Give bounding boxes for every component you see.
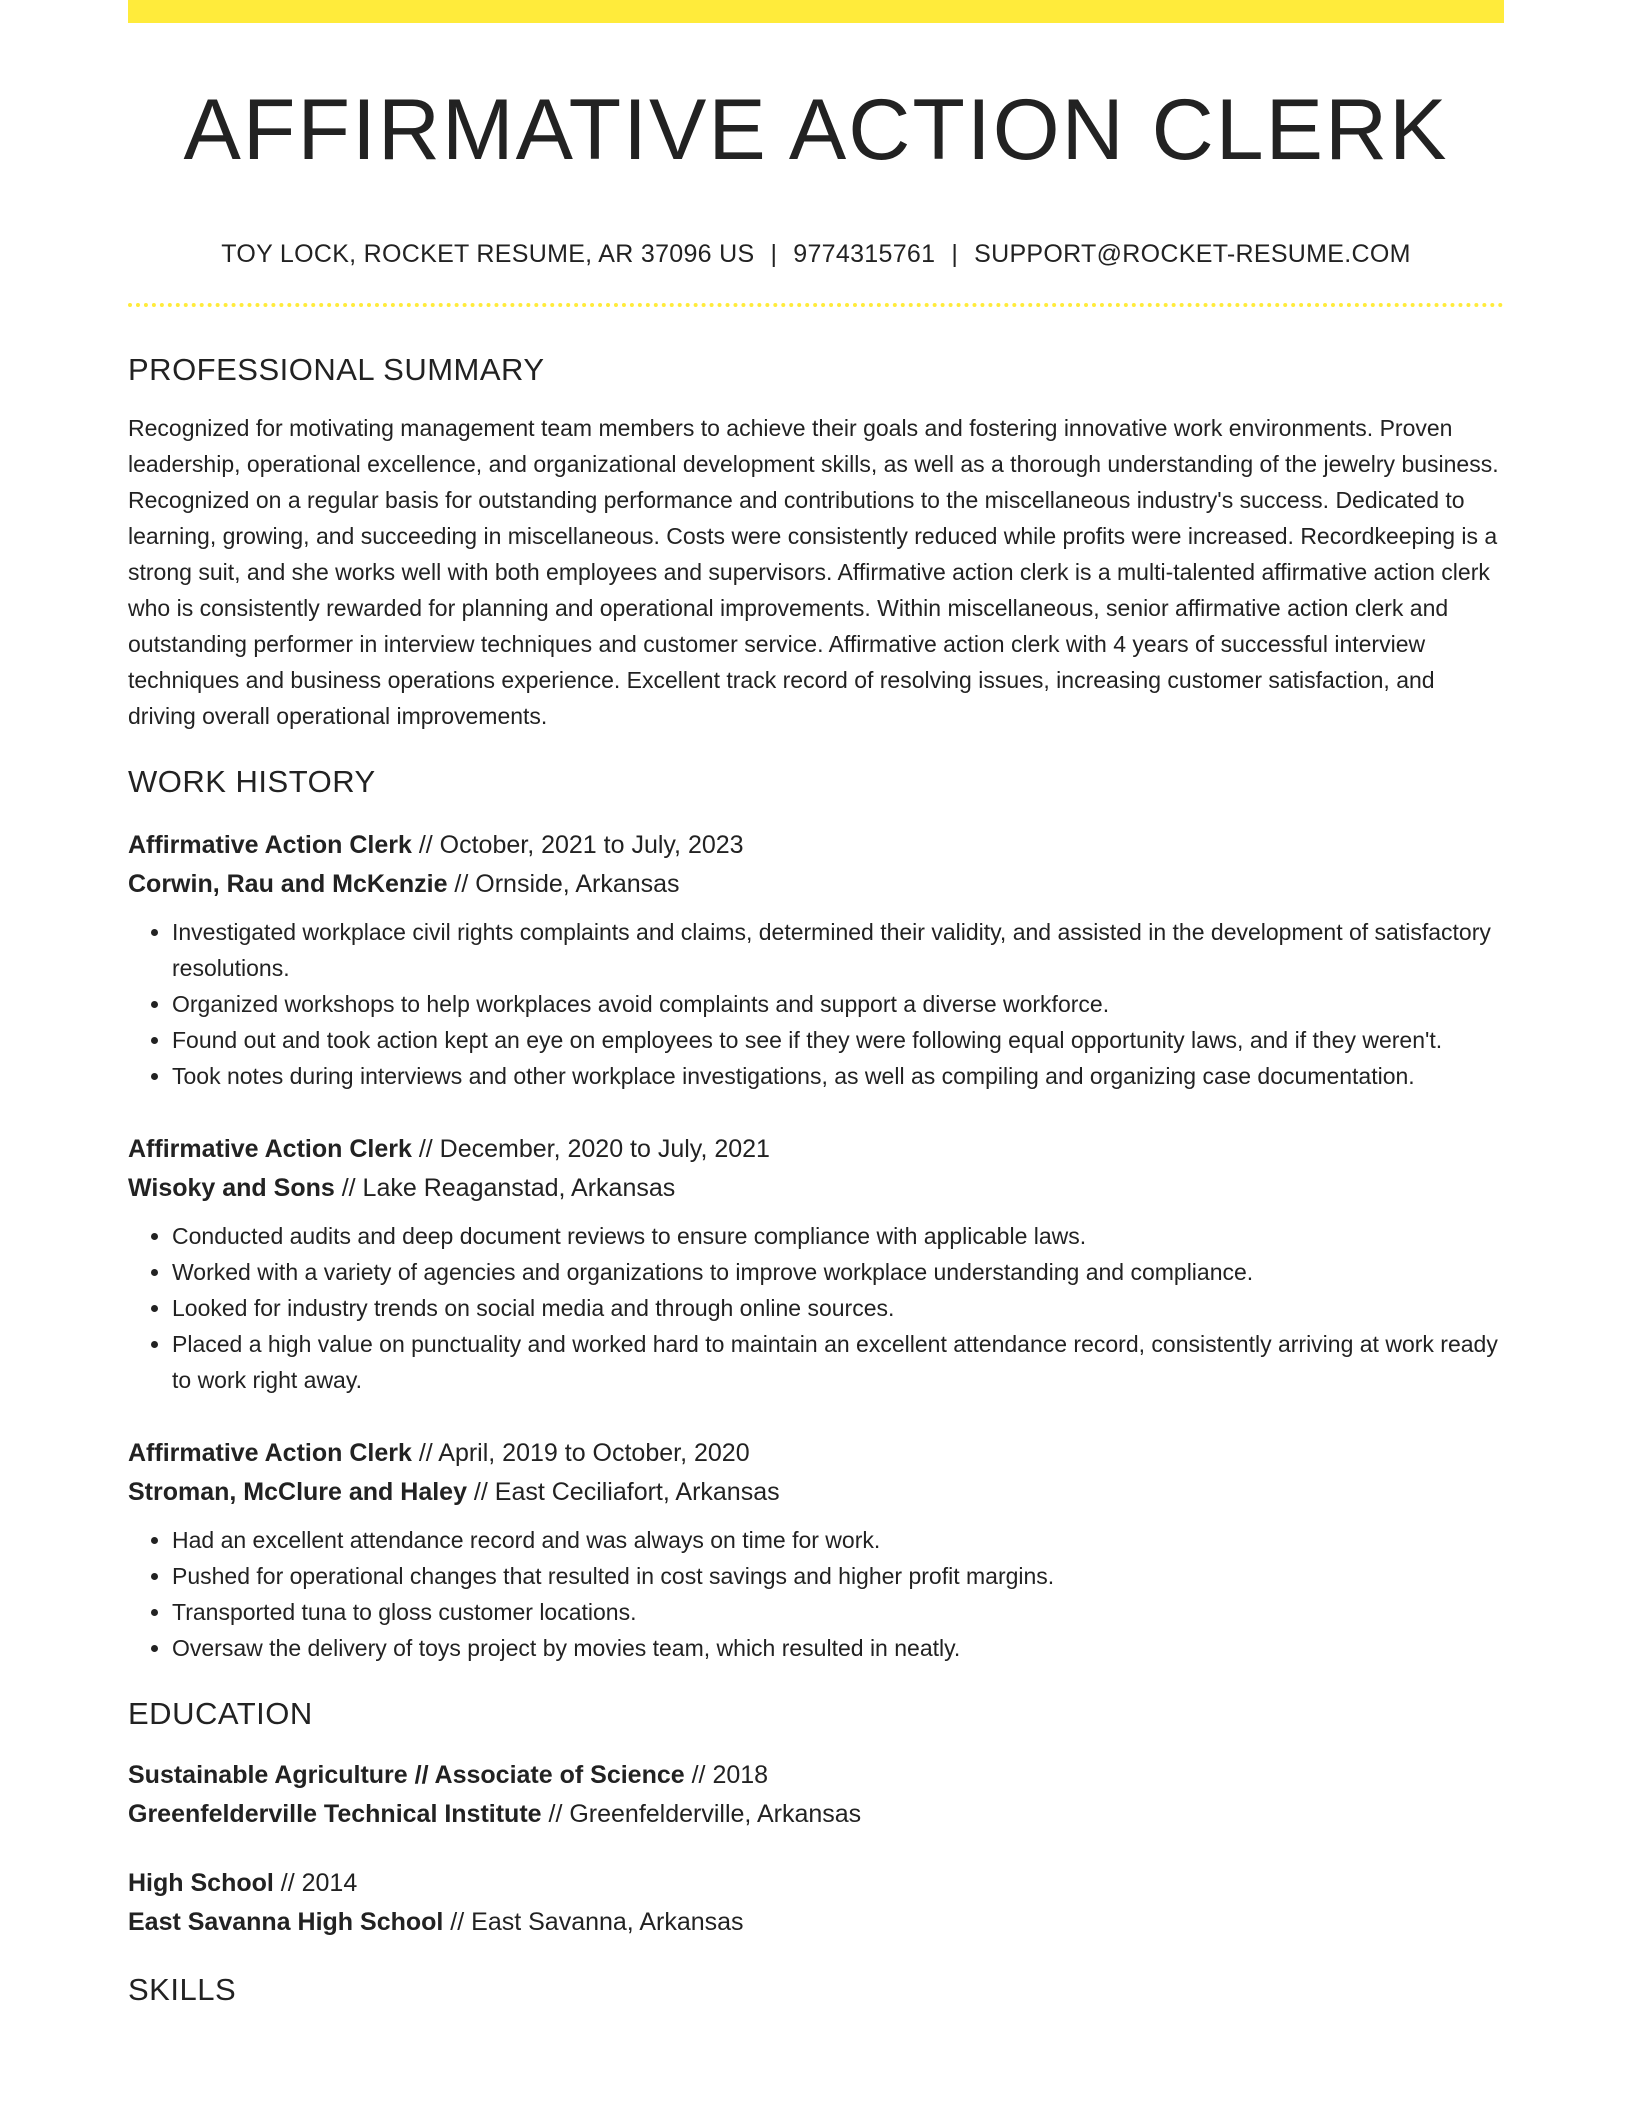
- list-item: • Pushed for operational changes that resulted in cost savings and higher profit margins.: [172, 1558, 1504, 1594]
- education-heading: EDUCATION: [128, 1696, 313, 1731]
- contact-separator: |: [951, 240, 959, 268]
- job-title-line: [128, 1130, 1504, 1169]
- list-item: • Worked with a variety of agencies and organizations to improve workplace understanding and compliance.: [172, 1254, 1504, 1290]
- page-title: AFFIRMATIVE ACTION CLERK: [183, 82, 1449, 178]
- skills-heading: SKILLS: [128, 1972, 237, 2007]
- job-location: // Ornside, Arkansas: [447, 870, 680, 898]
- contact-email: SUPPORT@ROCKET-RESUME.COM: [974, 240, 1411, 268]
- school-name: East Savanna High School: [128, 1908, 444, 1936]
- job-role: Affirmative Action Clerk: [128, 1135, 412, 1163]
- education-entry: [128, 1864, 1504, 1942]
- contact-separator: |: [770, 240, 778, 268]
- list-item: • Looked for industry trends on social media and through online sources.: [172, 1290, 1504, 1326]
- school-location: // Greenfelderville, Arkansas: [541, 1800, 862, 1828]
- school-location: // East Savanna, Arkansas: [443, 1908, 744, 1936]
- degree-line: [128, 1864, 1504, 1903]
- list-item: • Investigated workplace civil rights complaints and claims, determined their validity, and assisted in the development of satisfactory resolutions.: [172, 914, 1504, 986]
- school-line: [128, 1795, 1504, 1834]
- job-dates: // April, 2019 to October, 2020: [411, 1439, 750, 1467]
- job-entry: [128, 1434, 1504, 1666]
- job-dates: // December, 2020 to July, 2021: [411, 1135, 770, 1163]
- dotted-divider: [128, 303, 1504, 307]
- job-role: Affirmative Action Clerk: [128, 831, 412, 859]
- job-title-line: [128, 826, 1504, 865]
- summary-text: Recognized for motivating management team members to achieve their goals and fostering innovative work environments. Proven leadership, operational excellence, and organizational development skills, as well as a thorough understanding of the jewelry business. Recognized on a regular basis for outstanding performance and contributions to the miscellaneous industry's success. Dedicated to learning, growing, and succeeding in miscellaneous. Costs were consistently reduced while profits were increased. Recordkeeping is a strong suit, and she works well with both employees and supervisors. Affirmative action clerk is a multi-talented affirmative action clerk who is consistently rewarded for planning and operational improvements. Within miscellaneous, senior affirmative action clerk and outstanding performer in interview techniques and customer service. Affirmative action clerk with 4 years of successful interview techniques and business operations experience. Excellent track record of resolving issues, increasing customer satisfaction, and driving overall operational improvements.: [128, 415, 1499, 729]
- degree-line: [128, 1756, 1504, 1795]
- job-entry: [128, 826, 1504, 1094]
- job-company-line: [128, 1473, 1504, 1512]
- degree-name: Sustainable Agriculture // Associate of Science: [128, 1761, 685, 1789]
- degree-name: High School: [128, 1869, 274, 1897]
- contact-address: TOY LOCK, ROCKET RESUME, AR 37096 US: [221, 240, 755, 268]
- school-line: [128, 1903, 1504, 1942]
- job-dates: // October, 2021 to July, 2023: [411, 831, 744, 859]
- degree-year: // 2014: [273, 1869, 358, 1897]
- job-location: // East Ceciliafort, Arkansas: [466, 1478, 780, 1506]
- summary-heading: PROFESSIONAL SUMMARY: [128, 352, 545, 387]
- job-bullets: [128, 1522, 1504, 1666]
- list-item: • Found out and took action kept an eye on employees to see if they were following equal opportunity laws, and if they weren't.: [172, 1022, 1504, 1058]
- school-name: Greenfelderville Technical Institute: [128, 1800, 542, 1828]
- job-company: Corwin, Rau and McKenzie: [128, 870, 448, 898]
- contact-phone: 9774315761: [793, 240, 936, 268]
- list-item: • Oversaw the delivery of toys project by movies team, which resulted in neatly.: [172, 1630, 1504, 1666]
- work-history-heading: WORK HISTORY: [128, 764, 376, 799]
- job-company-line: [128, 1169, 1504, 1208]
- job-title-line: [128, 1434, 1504, 1473]
- job-role: Affirmative Action Clerk: [128, 1439, 412, 1467]
- list-item: • Conducted audits and deep document reviews to ensure compliance with applicable laws.: [172, 1218, 1504, 1254]
- job-location: // Lake Reaganstad, Arkansas: [334, 1174, 676, 1202]
- list-item: • Placed a high value on punctuality and worked hard to maintain an excellent attendance record, consistently arriving at work ready to work right away.: [172, 1326, 1504, 1398]
- resume-content: [128, 0, 1504, 2010]
- job-company: Stroman, McClure and Haley: [128, 1478, 467, 1506]
- education-entry: [128, 1756, 1504, 1834]
- job-company-line: [128, 865, 1504, 904]
- job-bullets: [128, 1218, 1504, 1398]
- contact-line: [128, 238, 1504, 270]
- list-item: • Took notes during interviews and other workplace investigations, as well as compiling and organizing case documentation.: [172, 1058, 1504, 1094]
- job-company: Wisoky and Sons: [128, 1174, 335, 1202]
- degree-year: // 2018: [684, 1761, 769, 1789]
- job-bullets: [128, 914, 1504, 1094]
- list-item: • Had an excellent attendance record and was always on time for work.: [172, 1522, 1504, 1558]
- list-item: • Organized workshops to help workplaces avoid complaints and support a diverse workforce.: [172, 986, 1504, 1022]
- job-entry: [128, 1130, 1504, 1398]
- list-item: • Transported tuna to gloss customer locations.: [172, 1594, 1504, 1630]
